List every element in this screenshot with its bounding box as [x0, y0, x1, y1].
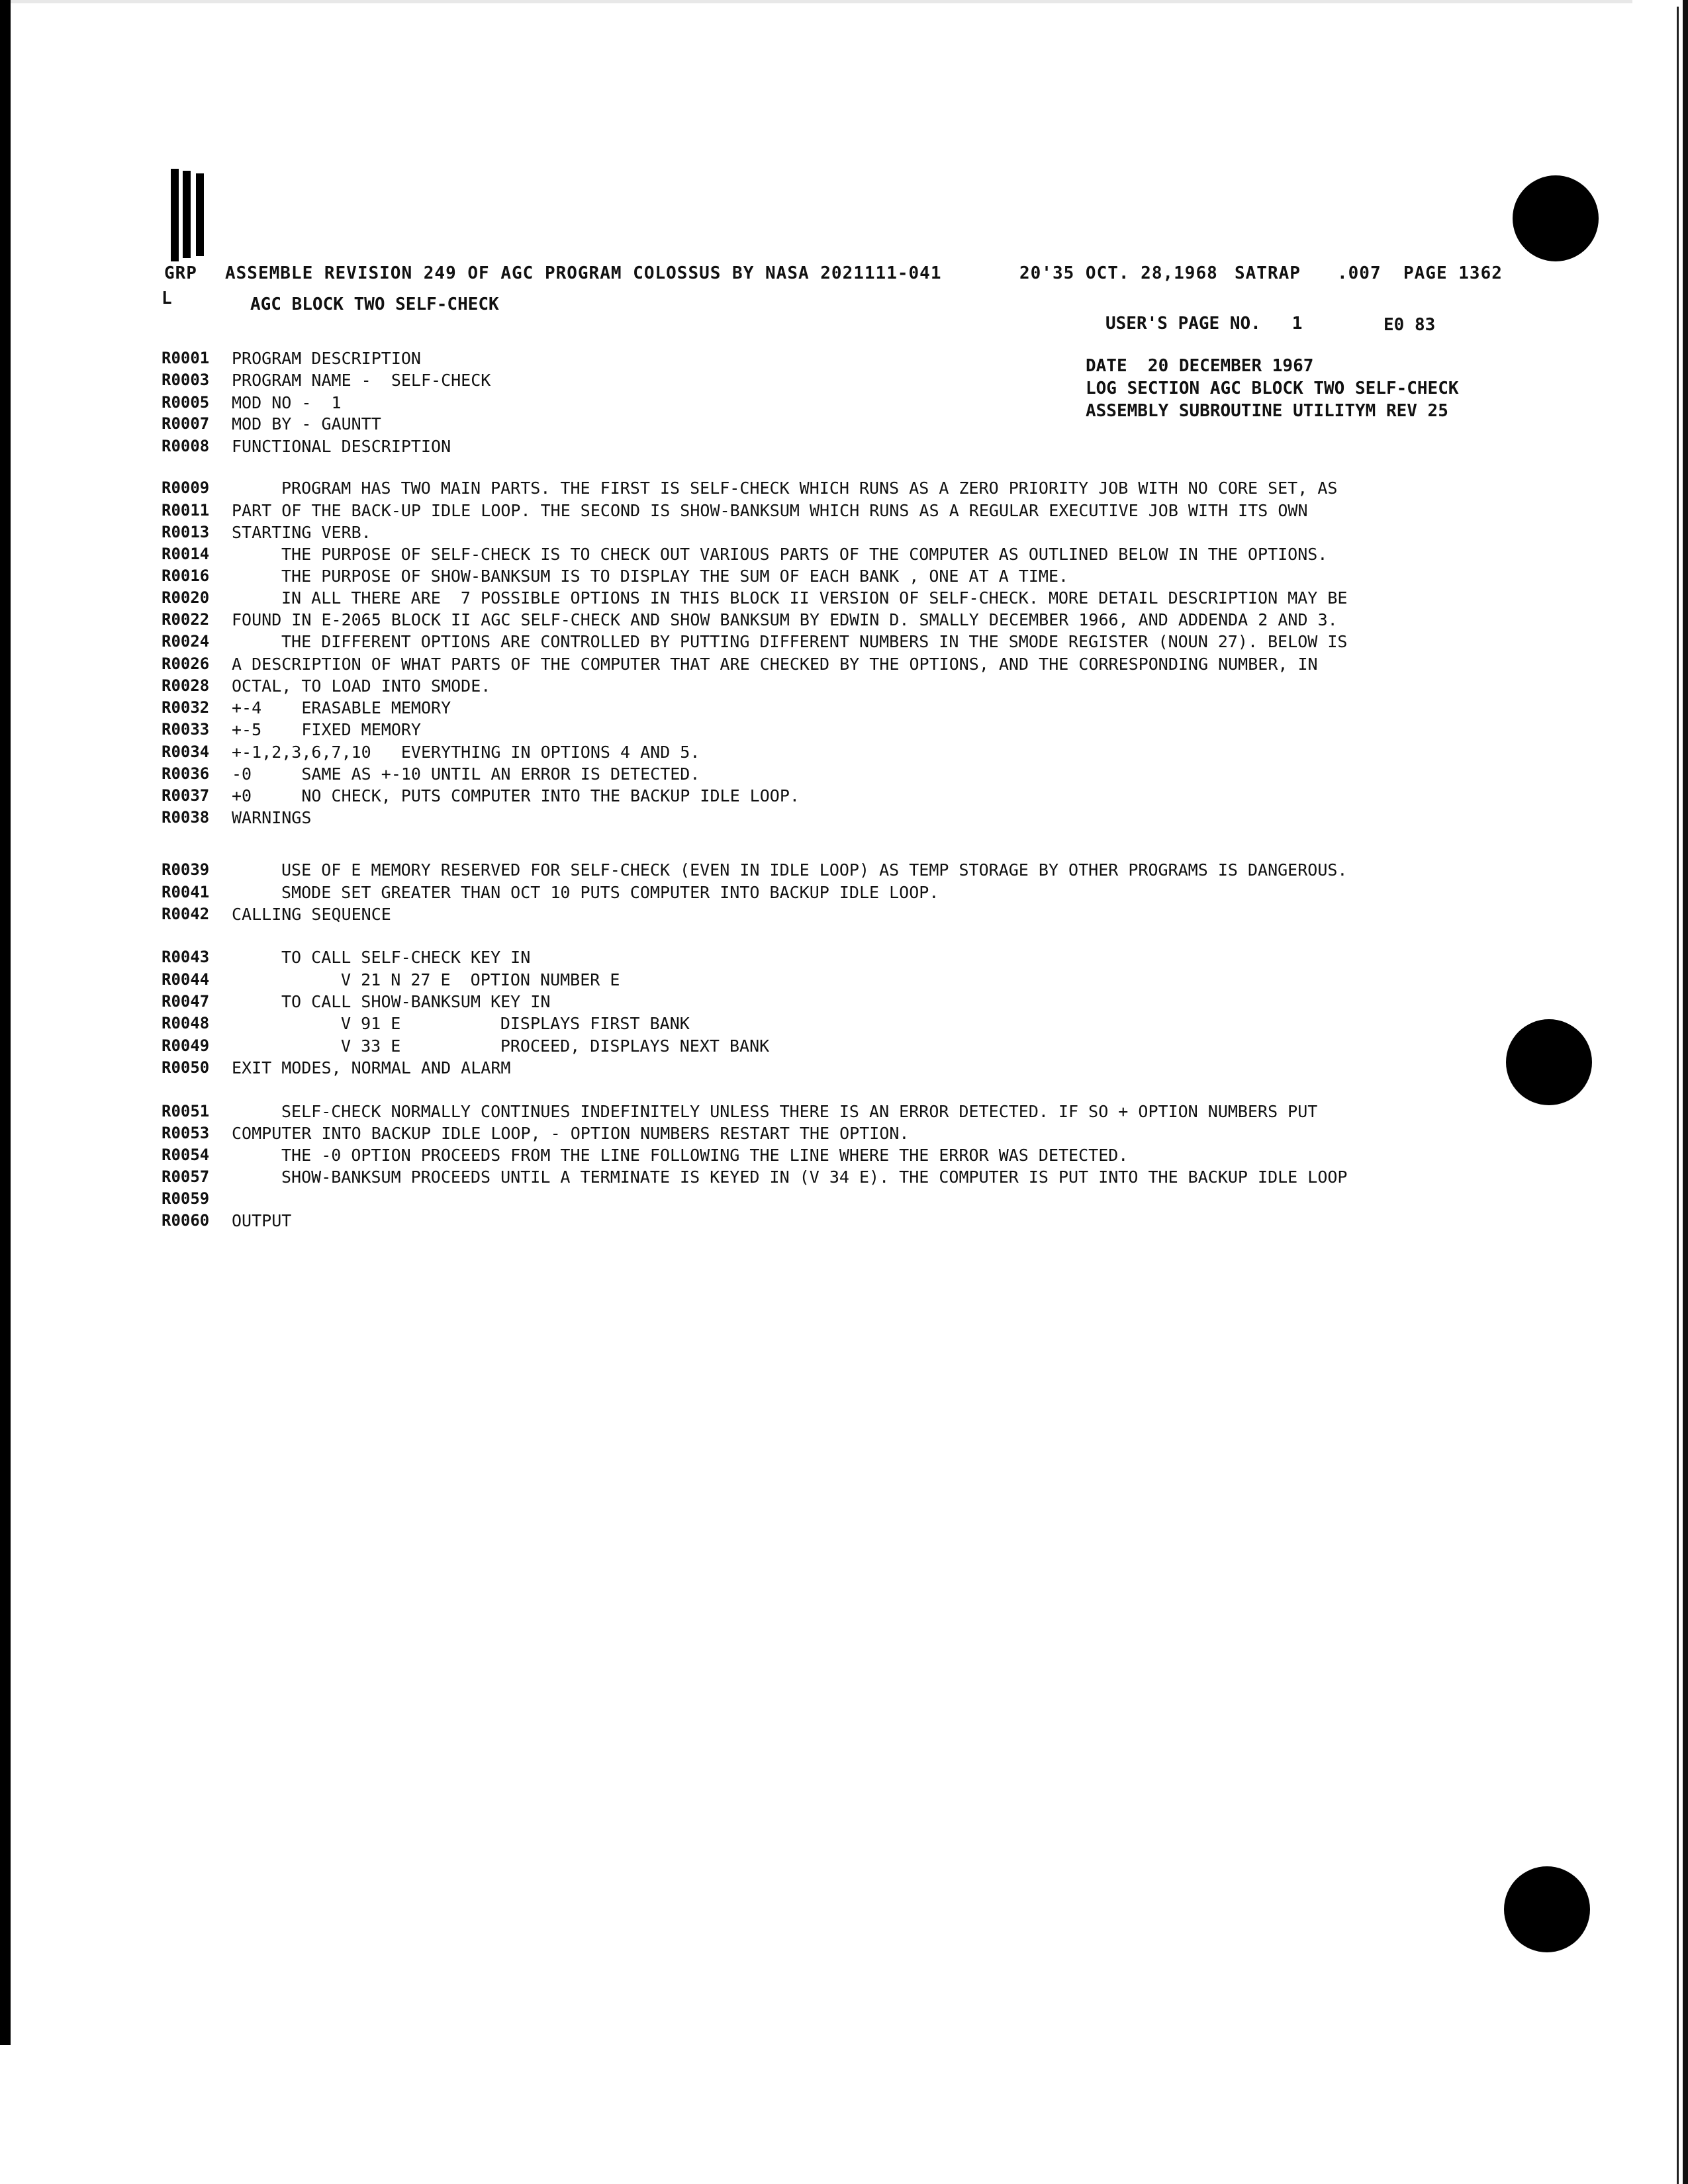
line-number: R0051	[162, 1102, 210, 1120]
line-text: FOUND IN E-2065 BLOCK II AGC SELF-CHECK AND SHOW BANKSUM BY EDWIN D. SMALLY DECEMBER 1966, AND ADDENDA 2 AND 3.	[232, 610, 1338, 629]
line-number: R0036	[162, 764, 210, 783]
line-text: TO CALL SHOW-BANKSUM KEY IN	[281, 992, 551, 1011]
line-number: R0037	[162, 786, 210, 805]
line-text: -0 SAME AS +-10 UNTIL AN ERROR IS DETECTED.	[232, 764, 700, 784]
listing-line	[152, 437, 1542, 459]
line-text: PROGRAM HAS TWO MAIN PARTS. THE FIRST IS SELF-CHECK WHICH RUNS AS A ZERO PRIORITY JOB WITH NO CORE SET, AS	[281, 478, 1338, 498]
header-satrap: SATRAP	[1235, 263, 1301, 283]
listing-line	[152, 545, 1542, 567]
line-text: PART OF THE BACK-UP IDLE LOOP. THE SECOND IS SHOW-BANKSUM WHICH RUNS AS A REGULAR EXECUTIVE JOB WITH ITS OWN	[232, 501, 1308, 520]
listing-line	[152, 1189, 1542, 1212]
line-text: THE PURPOSE OF SELF-CHECK IS TO CHECK OUT VARIOUS PARTS OF THE COMPUTER AS OUTLINED BELOW IN THE OPTIONS.	[281, 545, 1328, 564]
line-number: R0001	[162, 349, 210, 367]
listing-line	[152, 349, 1542, 371]
scan-right-border-line	[1677, 7, 1679, 2184]
line-number: R0041	[162, 883, 210, 901]
line-text: MOD BY - GAUNTT	[232, 414, 381, 433]
line-number: R0026	[162, 655, 210, 673]
line-number: R0005	[162, 393, 210, 412]
line-number: R0014	[162, 545, 210, 563]
punch-hole-top	[1513, 175, 1599, 261]
line-text: V 33 E PROCEED, DISPLAYS NEXT BANK	[341, 1036, 770, 1056]
listing-line	[152, 1167, 1542, 1190]
listing-line	[152, 786, 1542, 809]
line-text: +-5 FIXED MEMORY	[232, 720, 421, 739]
listing-title: AGC BLOCK TWO SELF-CHECK	[250, 295, 499, 314]
line-text: V 91 E DISPLAYS FIRST BANK	[341, 1014, 690, 1033]
line-text: V 21 N 27 E OPTION NUMBER E	[341, 970, 620, 989]
line-number: R0009	[162, 478, 210, 497]
listing-line	[152, 501, 1542, 523]
date-line: DATE 20 DECEMBER 1967	[1086, 356, 1314, 376]
listing-line	[152, 1146, 1542, 1168]
listing-line	[152, 393, 1542, 416]
line-text: PROGRAM DESCRIPTION	[232, 349, 421, 368]
line-number: R0038	[162, 808, 210, 827]
log-section-line: LOG SECTION AGC BLOCK TWO SELF-CHECK	[1086, 379, 1459, 398]
line-number: R0042	[162, 905, 210, 923]
listing-line	[152, 698, 1542, 721]
listing-line	[152, 1211, 1542, 1234]
line-text: SMODE SET GREATER THAN OCT 10 PUTS COMPUTER INTO BACKUP IDLE LOOP.	[281, 883, 939, 902]
line-text: USE OF E MEMORY RESERVED FOR SELF-CHECK (EVEN IN IDLE LOOP) AS TEMP STORAGE BY OTHER PROGRAMS IS DANGEROUS.	[281, 860, 1348, 880]
listing-line	[152, 1014, 1542, 1036]
binder-mark-1	[171, 169, 179, 261]
listing-line	[152, 1124, 1542, 1146]
listing-line	[152, 970, 1542, 993]
header-code: .007	[1337, 263, 1382, 283]
punch-hole-bottom	[1504, 1866, 1590, 1952]
listing-line	[152, 588, 1542, 611]
line-text: PROGRAM NAME - SELF-CHECK	[232, 371, 491, 390]
listing-line	[152, 523, 1542, 545]
line-number: R0011	[162, 501, 210, 520]
line-number: R0048	[162, 1014, 210, 1032]
listing-line	[152, 1102, 1542, 1124]
assembly-line: ASSEMBLY SUBROUTINE UTILITYM REV 25	[1086, 401, 1448, 421]
line-number: R0008	[162, 437, 210, 455]
listing-line	[152, 610, 1542, 633]
line-text: CALLING SEQUENCE	[232, 905, 391, 924]
listing-line	[152, 414, 1542, 437]
listing-line	[152, 1058, 1542, 1081]
page-code: E0 83	[1383, 315, 1436, 335]
page-top-edge	[11, 0, 1632, 3]
line-number: R0039	[162, 860, 210, 879]
line-number: R0053	[162, 1124, 210, 1142]
line-text: STARTING VERB.	[232, 523, 371, 542]
line-number: R0050	[162, 1058, 210, 1077]
line-number: R0007	[162, 414, 210, 433]
listing-line	[152, 567, 1542, 589]
line-text: SHOW-BANKSUM PROCEEDS UNTIL A TERMINATE IS KEYED IN (V 34 E). THE COMPUTER IS PUT INTO THE BACKUP IDLE LOOP	[281, 1167, 1348, 1187]
line-text: +0 NO CHECK, PUTS COMPUTER INTO THE BACKUP IDLE LOOP.	[232, 786, 800, 805]
line-text: THE PURPOSE OF SHOW-BANKSUM IS TO DISPLAY THE SUM OF EACH BANK , ONE AT A TIME.	[281, 567, 1069, 586]
line-number: R0020	[162, 588, 210, 607]
line-text: +-4 ERASABLE MEMORY	[232, 698, 451, 717]
line-number: R0032	[162, 698, 210, 717]
line-number: R0057	[162, 1167, 210, 1186]
header-assembly-line: ASSEMBLE REVISION 249 OF AGC PROGRAM COLOSSUS BY NASA 2021111-041	[225, 263, 942, 283]
listing-line	[152, 808, 1542, 831]
scan-right-border	[1683, 0, 1688, 2184]
listing-line	[152, 992, 1542, 1015]
line-text: THE -0 OPTION PROCEEDS FROM THE LINE FOLLOWING THE LINE WHERE THE ERROR WAS DETECTED.	[281, 1146, 1129, 1165]
header-page: PAGE 1362	[1403, 263, 1503, 283]
line-number: R0060	[162, 1211, 210, 1230]
line-text: SELF-CHECK NORMALLY CONTINUES INDEFINITELY UNLESS THERE IS AN ERROR DETECTED. IF SO + OPTION NUMBERS PUT	[281, 1102, 1318, 1121]
line-number: R0022	[162, 610, 210, 629]
line-number: R0016	[162, 567, 210, 585]
line-text: +-1,2,3,6,7,10 EVERYTHING IN OPTIONS 4 AND 5.	[232, 743, 700, 762]
line-number: R0059	[162, 1189, 210, 1208]
line-number: R0024	[162, 632, 210, 651]
line-text: A DESCRIPTION OF WHAT PARTS OF THE COMPUTER THAT ARE CHECKED BY THE OPTIONS, AND THE CORRESPONDING NUMBER, IN	[232, 655, 1318, 674]
header-grp: GRP	[164, 263, 197, 283]
line-number: R0028	[162, 676, 210, 695]
listing-line	[152, 676, 1542, 699]
listing-line	[152, 764, 1542, 787]
line-text: OCTAL, TO LOAD INTO SMODE.	[232, 676, 491, 696]
line-text: THE DIFFERENT OPTIONS ARE CONTROLLED BY PUTTING DIFFERENT NUMBERS IN THE SMODE REGISTER (NOUN 27). BELOW IS	[281, 632, 1348, 651]
line-number: R0047	[162, 992, 210, 1011]
listing-line	[152, 720, 1542, 743]
header-timestamp: 20'35 OCT. 28,1968	[1019, 263, 1218, 283]
line-number: R0013	[162, 523, 210, 541]
line-text: EXIT MODES, NORMAL AND ALARM	[232, 1058, 511, 1077]
scan-left-border	[0, 0, 11, 2045]
listing-line	[152, 860, 1542, 883]
listing-line	[152, 948, 1542, 970]
line-text: COMPUTER INTO BACKUP IDLE LOOP, - OPTION NUMBERS RESTART THE OPTION.	[232, 1124, 910, 1143]
listing-line	[152, 371, 1542, 393]
line-number: R0003	[162, 371, 210, 389]
line-number: R0044	[162, 970, 210, 989]
line-number: R0033	[162, 720, 210, 739]
binder-mark-2	[183, 171, 191, 258]
line-text: OUTPUT	[232, 1211, 292, 1230]
listing-line	[152, 743, 1542, 765]
binder-mark-3	[196, 173, 204, 256]
listing-line	[152, 1036, 1542, 1059]
line-text: IN ALL THERE ARE 7 POSSIBLE OPTIONS IN THIS BLOCK II VERSION OF SELF-CHECK. MORE DETAIL DESCRIPTION MAY BE	[281, 588, 1348, 608]
line-text: MOD NO - 1	[232, 393, 342, 412]
line-number: R0034	[162, 743, 210, 761]
line-text: TO CALL SELF-CHECK KEY IN	[281, 948, 531, 967]
line-number: R0054	[162, 1146, 210, 1164]
line-text: FUNCTIONAL DESCRIPTION	[232, 437, 451, 456]
listing-line	[152, 655, 1542, 677]
line-text: WARNINGS	[232, 808, 312, 827]
listing-line	[152, 632, 1542, 655]
line-number: R0043	[162, 948, 210, 966]
listing-line	[152, 905, 1542, 927]
listing-line	[152, 478, 1542, 501]
listing-line	[152, 883, 1542, 905]
listing-marker: L	[162, 289, 172, 308]
line-number: R0049	[162, 1036, 210, 1055]
user-page-number: USER'S PAGE NO. 1	[1105, 314, 1303, 334]
